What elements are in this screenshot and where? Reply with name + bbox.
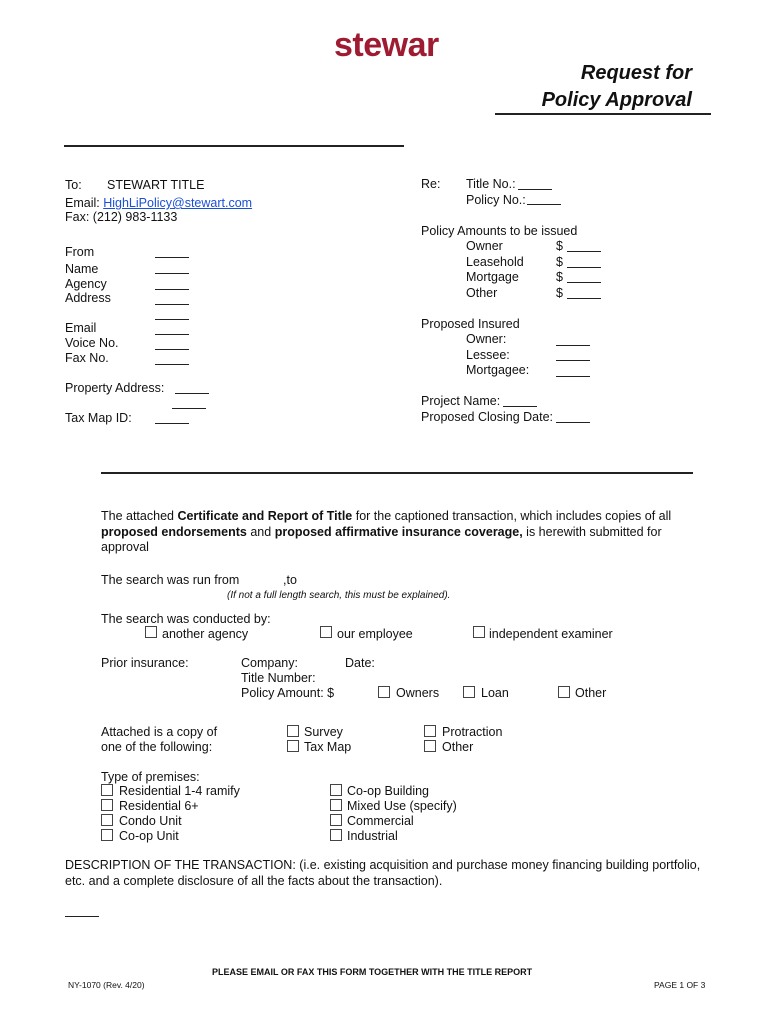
- tax-map-checkbox[interactable]: [287, 740, 299, 752]
- prior-insurance-label: Prior insurance:: [101, 656, 189, 670]
- commercial-checkbox[interactable]: [330, 814, 342, 826]
- tax-map-option-label: Tax Map: [304, 740, 352, 754]
- insured-lessee-label: Lessee:: [466, 348, 510, 362]
- amount-owner-label: Owner: [466, 239, 503, 253]
- intro-paragraph: [101, 509, 693, 556]
- name-blank[interactable]: [155, 261, 189, 274]
- form-number: NY-1070 (Rev. 4/20): [68, 980, 145, 990]
- our-employee-label: our employee: [337, 627, 413, 641]
- stewart-logo: stewar: [334, 26, 439, 64]
- insured-lessee-blank[interactable]: [556, 348, 590, 361]
- closing-date-label: Proposed Closing Date:: [421, 410, 554, 424]
- prior-company-label: Company:: [241, 656, 298, 670]
- agency-label: Agency: [65, 277, 107, 291]
- property-address-label: Property Address:: [65, 381, 165, 395]
- owners-checkbox[interactable]: [378, 686, 390, 698]
- another-agency-label: another agency: [162, 627, 249, 641]
- name-label: Name: [65, 262, 99, 276]
- email-blank[interactable]: [155, 322, 189, 335]
- attached-other-label: Other: [442, 740, 474, 754]
- insured-owner-blank[interactable]: [556, 333, 590, 346]
- intro-text-2: for the captioned transaction, which includes copies of all: [352, 509, 672, 523]
- project-name-label: Project Name:: [421, 394, 501, 408]
- amount-other-currency: $: [556, 286, 563, 300]
- premises-heading: Type of premises:: [101, 770, 200, 784]
- loan-label: Loan: [481, 686, 509, 700]
- residential-6-checkbox[interactable]: [101, 799, 113, 811]
- survey-checkbox[interactable]: [287, 725, 299, 737]
- search-to-label: ,to: [283, 573, 297, 587]
- commercial-label: Commercial: [347, 814, 414, 828]
- form-title-line1: Request for: [580, 62, 692, 84]
- re-label: Re:: [421, 177, 441, 191]
- amount-leasehold-label: Leasehold: [466, 255, 524, 269]
- loan-checkbox[interactable]: [463, 686, 475, 698]
- intro-bold-3: proposed affirmative insurance coverage,: [274, 524, 523, 539]
- coop-unit-label: Co-op Unit: [119, 829, 179, 843]
- voice-label: Voice No.: [65, 336, 119, 350]
- prior-other-label: Other: [575, 686, 607, 700]
- intro-text-3: and: [246, 524, 275, 539]
- to-value: STEWART TITLE: [107, 178, 205, 192]
- insured-mortgagee-blank[interactable]: [556, 364, 590, 377]
- fax-no-blank[interactable]: [155, 352, 189, 365]
- coop-building-checkbox[interactable]: [330, 784, 342, 796]
- policy-no-label: Policy No.:: [466, 193, 526, 207]
- condo-unit-checkbox[interactable]: [101, 814, 113, 826]
- independent-examiner-checkbox[interactable]: [473, 626, 485, 638]
- form-title-line2: Policy Approval: [541, 89, 692, 111]
- title-no-label: Title No.:: [466, 177, 516, 191]
- insured-mortgagee-label: Mortgagee:: [466, 363, 530, 377]
- address-blank-1[interactable]: [155, 292, 189, 305]
- footer-instruction: PLEASE EMAIL OR FAX THIS FORM TOGETHER WITH THE TITLE REPORT: [212, 967, 533, 977]
- coop-building-label: Co-op Building: [347, 784, 429, 798]
- amount-mortgage-currency: $: [556, 270, 563, 284]
- email-line: [65, 196, 252, 210]
- section-rule: [101, 472, 693, 474]
- from-label: From: [65, 245, 95, 259]
- policy-no-blank[interactable]: [527, 192, 561, 205]
- owners-label: Owners: [396, 686, 440, 700]
- insured-owner-label: Owner:: [466, 332, 507, 346]
- address-label: Address: [65, 291, 111, 305]
- residential-1-4-checkbox[interactable]: [101, 784, 113, 796]
- residential-6-label: Residential 6+: [119, 799, 199, 813]
- policy-amounts-heading: Policy Amounts to be issued: [421, 224, 578, 238]
- email-link[interactable]: HighLiPolicy@stewart.com: [103, 196, 253, 210]
- agency-blank[interactable]: [155, 277, 189, 290]
- industrial-label: Industrial: [347, 829, 398, 843]
- amount-leasehold-currency: $: [556, 255, 563, 269]
- intro-text-1: The attached: [101, 509, 178, 523]
- industrial-checkbox[interactable]: [330, 829, 342, 841]
- address-blank-2[interactable]: [155, 307, 189, 320]
- search-conducted-label: The search was conducted by:: [101, 612, 271, 626]
- voice-blank[interactable]: [155, 337, 189, 350]
- prior-title-number-label: Title Number:: [241, 671, 316, 685]
- amount-owner-currency: $: [556, 239, 563, 253]
- project-name-blank[interactable]: [503, 394, 537, 407]
- residential-1-4-label: Residential 1-4 ramify: [119, 784, 240, 798]
- amount-mortgage-label: Mortgage: [466, 270, 519, 284]
- mixed-use-checkbox[interactable]: [330, 799, 342, 811]
- search-note: (If not a full length search, this must be explained).: [227, 590, 451, 601]
- proposed-insured-heading: Proposed Insured: [421, 317, 520, 331]
- coop-unit-checkbox[interactable]: [101, 829, 113, 841]
- closing-date-blank[interactable]: [556, 410, 590, 423]
- page-number: PAGE 1 OF 3: [654, 980, 706, 990]
- amount-other-blank[interactable]: [567, 286, 601, 299]
- from-blank[interactable]: [155, 245, 189, 258]
- description-paragraph: DESCRIPTION OF THE TRANSACTION: (i.e. existing acquisition and purchase money financing building portfolio, etc. and a complete disclosure of all the facts about the transaction).: [65, 858, 701, 888]
- intro-text-4: is herewith submitted for approval: [101, 524, 662, 554]
- property-address-blank-1[interactable]: [175, 381, 209, 394]
- protraction-label: Protraction: [442, 725, 503, 739]
- description-blank[interactable]: [65, 904, 99, 917]
- attached-line1: Attached is a copy of: [101, 725, 218, 739]
- amount-other-label: Other: [466, 286, 498, 300]
- another-agency-checkbox[interactable]: [145, 626, 157, 638]
- search-run-from-label: The search was run from: [101, 573, 240, 587]
- to-label: To:: [65, 178, 82, 192]
- email-field-label: Email: [65, 321, 97, 335]
- amount-owner-blank[interactable]: [567, 239, 601, 252]
- condo-unit-label: Condo Unit: [119, 814, 182, 828]
- prior-other-checkbox[interactable]: [558, 686, 570, 698]
- intro-bold-2: proposed endorsements: [101, 524, 247, 539]
- protraction-checkbox[interactable]: [424, 725, 436, 737]
- independent-examiner-label: independent examiner: [489, 627, 613, 641]
- attached-other-checkbox[interactable]: [424, 740, 436, 752]
- tax-map-label: Tax Map ID:: [65, 411, 132, 425]
- prior-date-label: Date:: [345, 656, 375, 670]
- fax-no-label: Fax No.: [65, 351, 109, 365]
- amount-leasehold-blank[interactable]: [567, 255, 601, 268]
- amount-mortgage-blank[interactable]: [567, 270, 601, 283]
- attached-line2: one of the following:: [101, 740, 213, 754]
- header-rule: [64, 145, 404, 147]
- mixed-use-label: Mixed Use (specify): [347, 799, 457, 813]
- fax-line: Fax: (212) 983-1133: [65, 210, 178, 224]
- intro-bold-1: Certificate and Report of Title: [177, 509, 353, 523]
- our-employee-checkbox[interactable]: [320, 626, 332, 638]
- tax-map-blank[interactable]: [155, 411, 189, 424]
- title-rule: [495, 113, 711, 115]
- title-no-blank[interactable]: [518, 177, 552, 190]
- email-label: Email:: [65, 196, 100, 210]
- survey-label: Survey: [304, 725, 343, 739]
- property-address-blank-2[interactable]: [172, 396, 206, 409]
- prior-policy-amount-label: Policy Amount: $: [241, 686, 335, 700]
